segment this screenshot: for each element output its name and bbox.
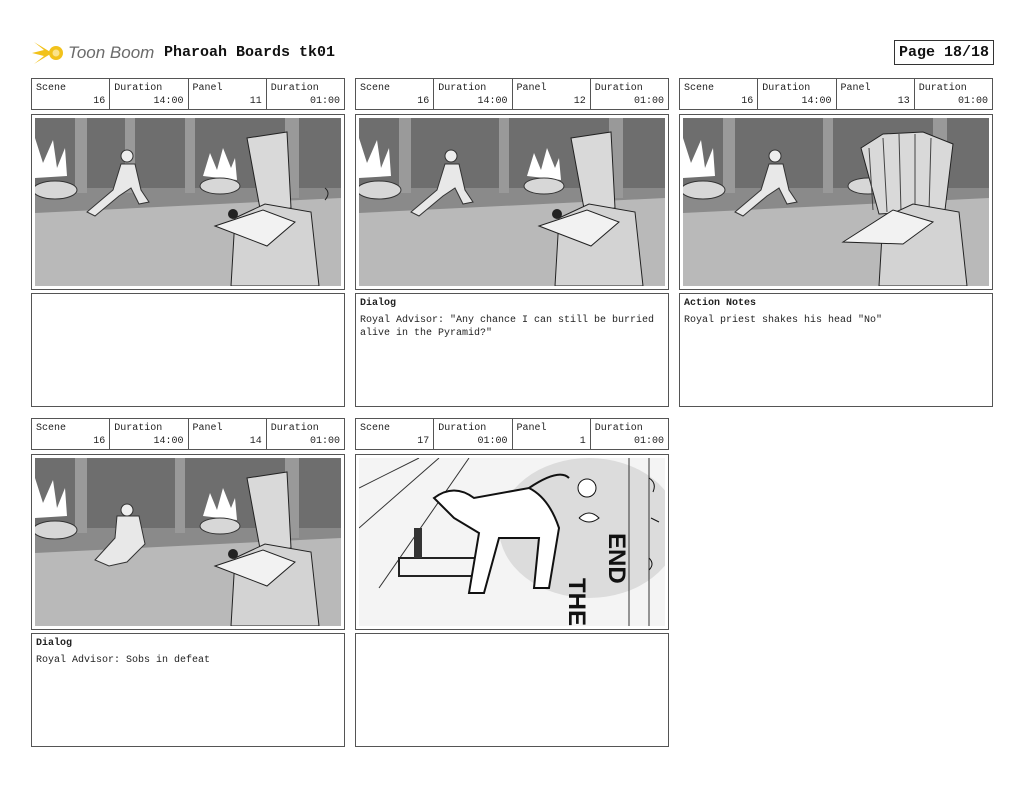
scene-duration: 14:00	[153, 96, 184, 107]
scene-number: 16	[741, 96, 754, 107]
end-card-word-2: END	[603, 533, 630, 584]
panel-duration: 01:00	[309, 436, 340, 447]
panel-number: 11	[249, 96, 262, 107]
notes-heading: Dialog	[36, 638, 73, 649]
panel-duration: 01:00	[957, 96, 988, 107]
duration-label: Duration	[594, 423, 643, 434]
scene-number: 17	[417, 436, 430, 447]
scene-duration: 14:00	[153, 436, 184, 447]
throne-room-sketch	[683, 118, 989, 286]
panel-label: Panel	[840, 83, 871, 94]
duration-label: Duration	[594, 83, 643, 94]
duration-label: Duration	[114, 83, 163, 94]
duration-label: Duration	[438, 423, 487, 434]
panel-info-bar	[31, 418, 345, 450]
scene-label: Scene	[36, 423, 67, 434]
notes-text: Royal Advisor: "Any chance I can still be burried alive in the Pyramid?"	[360, 315, 655, 339]
panel-notes	[355, 633, 669, 747]
logo-text: Toon Boom	[68, 43, 155, 62]
panel-duration: 01:00	[309, 96, 340, 107]
the-end-sketch	[359, 458, 665, 626]
panel-frame	[31, 114, 345, 290]
duration-label: Duration	[114, 423, 163, 434]
panel-notes	[31, 633, 345, 747]
duration-label: Duration	[762, 83, 811, 94]
panel-notes	[679, 293, 993, 407]
panel-number: 13	[897, 96, 910, 107]
panel-info-bar	[679, 78, 993, 110]
starburst-icon	[32, 38, 66, 68]
board-header	[32, 36, 994, 70]
panel-number: 1	[579, 436, 586, 447]
duration-label: Duration	[918, 83, 967, 94]
panel-label: Panel	[192, 83, 223, 94]
panel-label: Panel	[516, 423, 547, 434]
duration-label: Duration	[270, 423, 319, 434]
toon-boom-logo	[32, 38, 162, 68]
scene-duration: 14:00	[801, 96, 832, 107]
panel-number: 12	[573, 96, 586, 107]
panel-number: 14	[249, 436, 262, 447]
panel-label: Panel	[192, 423, 223, 434]
throne-room-sketch	[35, 458, 341, 626]
notes-text: Royal priest shakes his head "No"	[684, 315, 883, 326]
scene-duration: 01:00	[477, 436, 508, 447]
panel-frame	[355, 454, 669, 630]
panel-duration: 01:00	[633, 436, 664, 447]
panel-duration: 01:00	[633, 96, 664, 107]
panel-frame	[31, 454, 345, 630]
duration-label: Duration	[270, 83, 319, 94]
scene-number: 16	[417, 96, 430, 107]
scene-label: Scene	[684, 83, 715, 94]
notes-heading: Action Notes	[684, 298, 757, 309]
notes-heading: Dialog	[360, 298, 397, 309]
notes-text: Royal Advisor: Sobs in defeat	[36, 655, 211, 666]
board-title: Pharoah Boards tk01	[164, 44, 336, 61]
panel-frame	[679, 114, 993, 290]
panel-frame	[355, 114, 669, 290]
panel-label: Panel	[516, 83, 547, 94]
scene-number: 16	[93, 96, 106, 107]
panel-info-bar	[355, 78, 669, 110]
page-indicator: Page 18/18	[894, 40, 994, 65]
end-card-word-1: THE	[563, 578, 590, 626]
panel-info-bar	[31, 78, 345, 110]
duration-label: Duration	[438, 83, 487, 94]
scene-label: Scene	[360, 423, 391, 434]
scene-number: 16	[93, 436, 106, 447]
panel-notes	[31, 293, 345, 407]
scene-label: Scene	[360, 83, 391, 94]
scene-label: Scene	[36, 83, 67, 94]
scene-duration: 14:00	[477, 96, 508, 107]
panel-notes	[355, 293, 669, 407]
throne-room-sketch	[359, 118, 665, 286]
panel-info-bar	[355, 418, 669, 450]
throne-room-sketch	[35, 118, 341, 286]
